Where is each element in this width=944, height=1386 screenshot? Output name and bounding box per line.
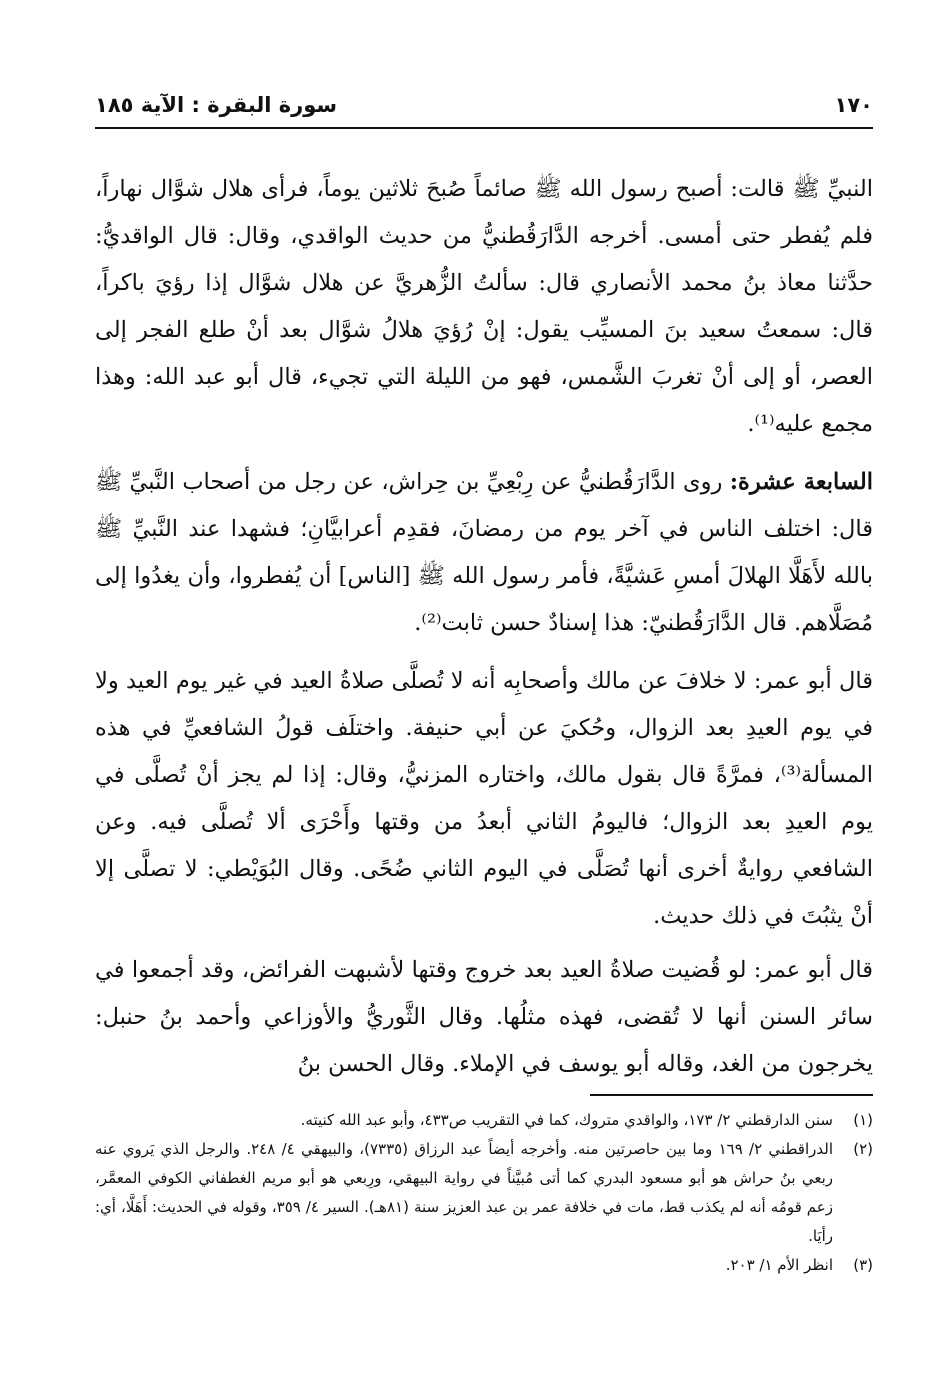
- paragraph-2-heading: السابعة عشرة:: [729, 469, 873, 495]
- footnote-text: الدراقطني ٢/ ١٦٩ وما بين حاصرتين منه. وأخرجه أيضاً عبد الرزاق (٧٣٣٥)، والبيهقي ٤/ ٢٤٨. والرجل الذي يَروي عنه ربعي بنُ حراش هو أبو مسعود البدري كما أتى مُبيَّناً في رواية البيهقي، ورِبعي هو أبو مريم الغطفاني الكوفي المعمَّر، زعم قومُه أنه لم يكذب قط، مات في خلافة عمر بن عبد العزيز سنة (٨١هـ). السير ٤/ ٣٥٩، وقوله في الحديث: أَهَلَّا، أي: رأيَا.: [95, 1140, 833, 1245]
- footnote-2: [95, 1135, 873, 1251]
- paragraph-3-text: قال أبو عمر: لا خلافَ عن مالك وأصحابِه أنه لا تُصلَّى صلاةُ العيد في غير يوم العيد ولا في يوم العيدِ بعد الزوال، وحُكيَ عن أبي حنيفة. واختلَف قولُ الشافعيِّ في هذه المسألة⁽³⁾، فمرَّةً قال بقول مالك، واختاره المزنيُّ، وقال: إذا لم يجز أنْ تُصلَّى في يوم العيدِ بعد الزوال؛ فاليومُ الثاني أبعدُ من وقتها وأَحْرَى ألا تُصلَّى فيه. وعن الشافعي روايةٌ أخرى أنها تُصَلَّى في اليوم الثاني ضُحًى. وقال البُوَيْطي: لا تصلَّى إلا أنْ يثبُتَ في ذلك حديث.: [95, 668, 873, 929]
- footnote-number: (٢): [853, 1140, 873, 1158]
- footnote-1: [95, 1106, 873, 1135]
- paragraph-1-text: النبيِّ ﷺ قالت: أصبح رسول الله ﷺ صائماً صُبحَ ثلاثين يوماً، فرأى هلال شوَّال نهاراً، فلم يُفطر حتى أمسى. أخرجه الدَّارَقُطنيُّ من حديث الواقدي، وقال: قال الواقديُّ: حدَّثنا معاذ بنُ محمد الأنصاري قال: سألتُ الزُّهريَّ عن هلال شوَّال إذا رؤيَ باكراً، قال: سمعتُ سعيد بنَ المسيِّب يقول: إنْ رُؤيَ هلالُ شوَّال بعد أنْ طلع الفجر إلى العصر، أو إلى أنْ تغربَ الشَّمس، فهو من الليلة التي تجيء، قال أبو عبد الله: وهذا مجمع عليه⁽¹⁾.: [95, 176, 873, 437]
- header-rule: [95, 127, 873, 129]
- footnote-number: (١): [853, 1111, 873, 1129]
- paragraph-2: [95, 459, 873, 647]
- footnote-text: سنن الدارقطني ٢/ ١٧٣، والواقدي متروك، كما في التقريب ص٤٣٣، وأبو عبد الله كنيته.: [300, 1111, 833, 1129]
- footnote-3: [95, 1251, 873, 1280]
- paragraph-2-text: روى الدَّارَقُطنيُّ عن رِبْعِيِّ بن حِراش، عن رجل من أصحاب النَّبيِّ ﷺ قال: اختلف الناس في آخر يوم من رمضانَ، فقدِم أعرابيَّانِ؛ فشهدا عند النَّبيِّ ﷺ بالله لأَهَلَّا الهلالَ أمسِ عَشيَّةً، فأمر رسول الله ﷺ [الناس] أن يُفطروا، وأن يغدُوا إلى مُصَلَّاهم. قال الدَّارَقُطنيّ: هذا إسنادٌ حسن ثابت⁽²⁾.: [95, 469, 873, 636]
- page-number: ١٧٠: [834, 93, 873, 117]
- footnote-text: انظر الأم ١/ ٢٠٣.: [725, 1256, 833, 1274]
- paragraph-3: [95, 658, 873, 940]
- paragraph-4-text: قال أبو عمر: لو قُضيت صلاةُ العيد بعد خروج وقتها لأشبهت الفرائض، وقد أجمعوا في سائر السنن أنها لا تُقضى، فهذه مثلُها. وقال الثَّوريُّ والأوزاعي وأحمد بنُ حنبل: يخرجون من الغد، وقاله أبو يوسف في الإملاء. وقال الحسن بنُ: [95, 957, 873, 1077]
- running-header: [95, 88, 873, 122]
- footnotes: [95, 1106, 873, 1280]
- footnote-number: (٣): [853, 1256, 873, 1274]
- paragraph-1: [95, 166, 873, 448]
- chapter-title: سورة البقرة : الآية ١٨٥: [95, 93, 338, 117]
- paragraph-4: [95, 947, 873, 1088]
- footnote-rule: [590, 1094, 873, 1096]
